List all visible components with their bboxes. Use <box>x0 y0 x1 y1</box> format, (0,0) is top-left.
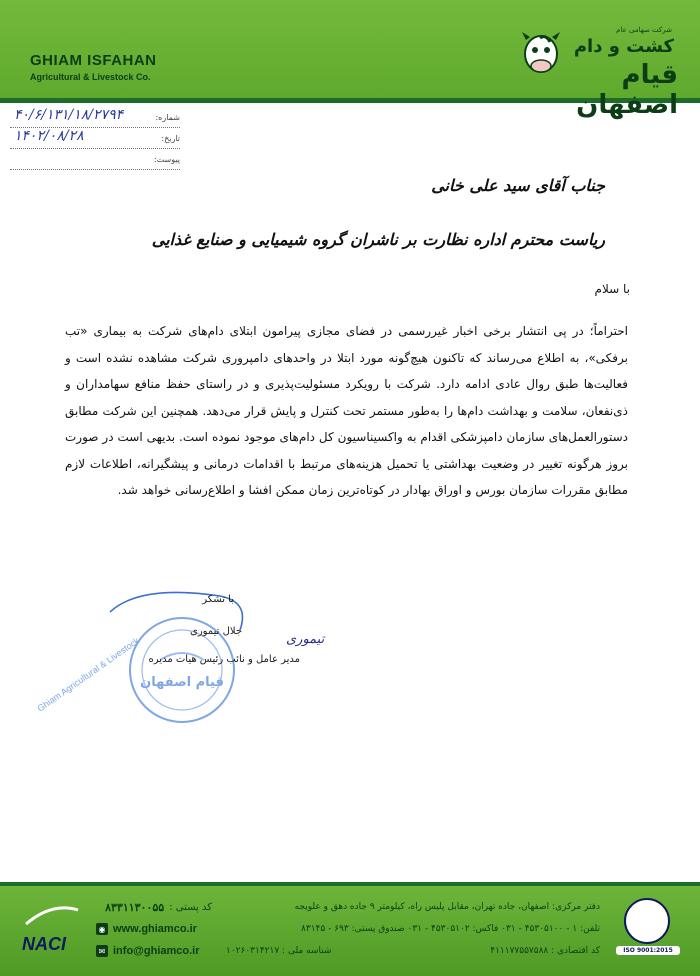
signature-closing: با تشکر <box>202 594 234 605</box>
addressee-name: جناب آقای سید علی خانی <box>431 176 605 195</box>
naci-accreditation <box>22 900 82 956</box>
date-value: ۱۴۰۲/۰۸/۲۸ <box>14 128 84 144</box>
postal-code-line <box>96 896 212 918</box>
svg-text:قیام اصفهان: قیام اصفهان <box>140 675 224 690</box>
office-contact-details <box>226 896 600 962</box>
signature-block <box>35 590 325 730</box>
number-value: ۴۰/۶/۱۳۱/۱۸/۲۷۹۴ <box>14 107 124 123</box>
iso-label: ISO 9001:2015 <box>616 946 680 955</box>
brand-english <box>30 52 157 82</box>
globe-icon: ◉ <box>96 923 108 935</box>
reference-date-row <box>10 128 180 149</box>
letter-body: احتراماً؛ در پی انتشار برخی اخبار غیررسمی در فضای مجازی پیرامون ابتلای دام‌های شرکت به بیماری «تب برفکی»، به اطلاع می‌رساند که تاکنون هیچ‌گونه مورد ابتلا در واحدهای دامپروری شرکت مشاهده نشده است و فعالیت‌ها طبق روال عادی ادامه دارد. شرکت با رویکرد مسئولیت‌پذیری و در راستای حفظ منافع سهامداران و ذی‌نفعان، سلامت و بهداشت دام‌ها را به‌طور مستمر تحت کنترل و پایش قرار می‌دهد. همچنین این شرکت مطابق دستورالعمل‌های سازمان دامپزشکی اقدام به واکسیناسیون کل دام‌های موجود نموده است. بدیهی است در صورت بروز هرگونه تغییر در وضعیت بهداشتی یا تحمیل هزینه‌های مرتبط با اقدامات درمانی و پیشگیرانه، اطلاعات لازم مطابق مقررات سازمان بورس و اوراق بهادار در کوتاه‌ترین زمان ممکن افشا و اطلاع‌رسانی خواهد شد. <box>65 324 628 497</box>
letterhead-footer <box>0 882 700 976</box>
signatory-title: مدیر عامل و نائب رئیس هیات مدیره <box>148 654 300 665</box>
postal-code-value: ۸۳۳۱۱۳۰۰۵۵ <box>105 901 165 914</box>
company-logo <box>518 24 678 120</box>
iso-certification <box>616 898 680 958</box>
national-id: شناسه ملی : ۱۰۲۶۰۳۱۴۲۱۷ <box>226 946 332 956</box>
iso-badge-icon <box>624 898 670 944</box>
attachment-label: پیوست: <box>153 155 180 164</box>
signatory-name: جلال تیموری <box>190 626 242 637</box>
postal-code-label: کد پستی : <box>169 901 212 913</box>
addressee-title: ریاست محترم اداره نظارت بر ناشران گروه شیمیایی و صنایع غذایی <box>151 230 605 249</box>
date-label: تاریخ: <box>161 134 180 143</box>
footer-divider <box>0 882 700 886</box>
website-line[interactable] <box>96 918 212 940</box>
logo-company-type: شرکت سهامی عام <box>616 26 672 34</box>
svg-text:Ghiam Agricultural & Livestock: Ghiam Agricultural & Livestock <box>35 635 142 714</box>
number-label: شماره: <box>155 113 180 122</box>
brand-subtitle: Agricultural & Livestock Co. <box>30 72 151 82</box>
mail-icon: ✉ <box>96 945 108 957</box>
naci-logo-icon <box>22 900 82 930</box>
logo-name-fa: قیام اصفهان <box>576 60 678 120</box>
phone-fax-line: تلفن: ۱ - ۴۵۳۰۵۱۰۰ - ۰۳۱ فاکس: ۴۵۳۰۵۱۰۲ - ۰۳۱ صندوق پستی: ۶۹۳ - ۸۳۱۴۵ <box>301 924 600 934</box>
website-link[interactable]: www.ghiamco.ir <box>113 923 197 935</box>
naci-label: NACI <box>22 934 66 954</box>
reference-attachment-row <box>10 152 180 170</box>
email-link[interactable]: info@ghiamco.ir <box>113 945 200 957</box>
logo-tagline: کشت و دام <box>573 36 674 57</box>
reference-number-row <box>10 107 180 128</box>
handwritten-signature: تیموری <box>286 632 325 647</box>
reference-block <box>10 107 180 173</box>
economic-code: کد اقتصادی : ۴۱۱۱۷۷۵۵۷۵۸۸ <box>490 946 600 956</box>
office-address: دفتر مرکزی: اصفهان، جاده تهران، مقابل پلیس راه، کیلومتر ۹ جاده دهق و علویجه <box>294 902 600 912</box>
registration-row <box>226 940 600 962</box>
greeting: با سلام <box>594 282 630 296</box>
contact-list <box>96 896 212 962</box>
brand-name: GHIAM ISFAHAN <box>30 52 157 69</box>
email-line[interactable] <box>96 940 212 962</box>
